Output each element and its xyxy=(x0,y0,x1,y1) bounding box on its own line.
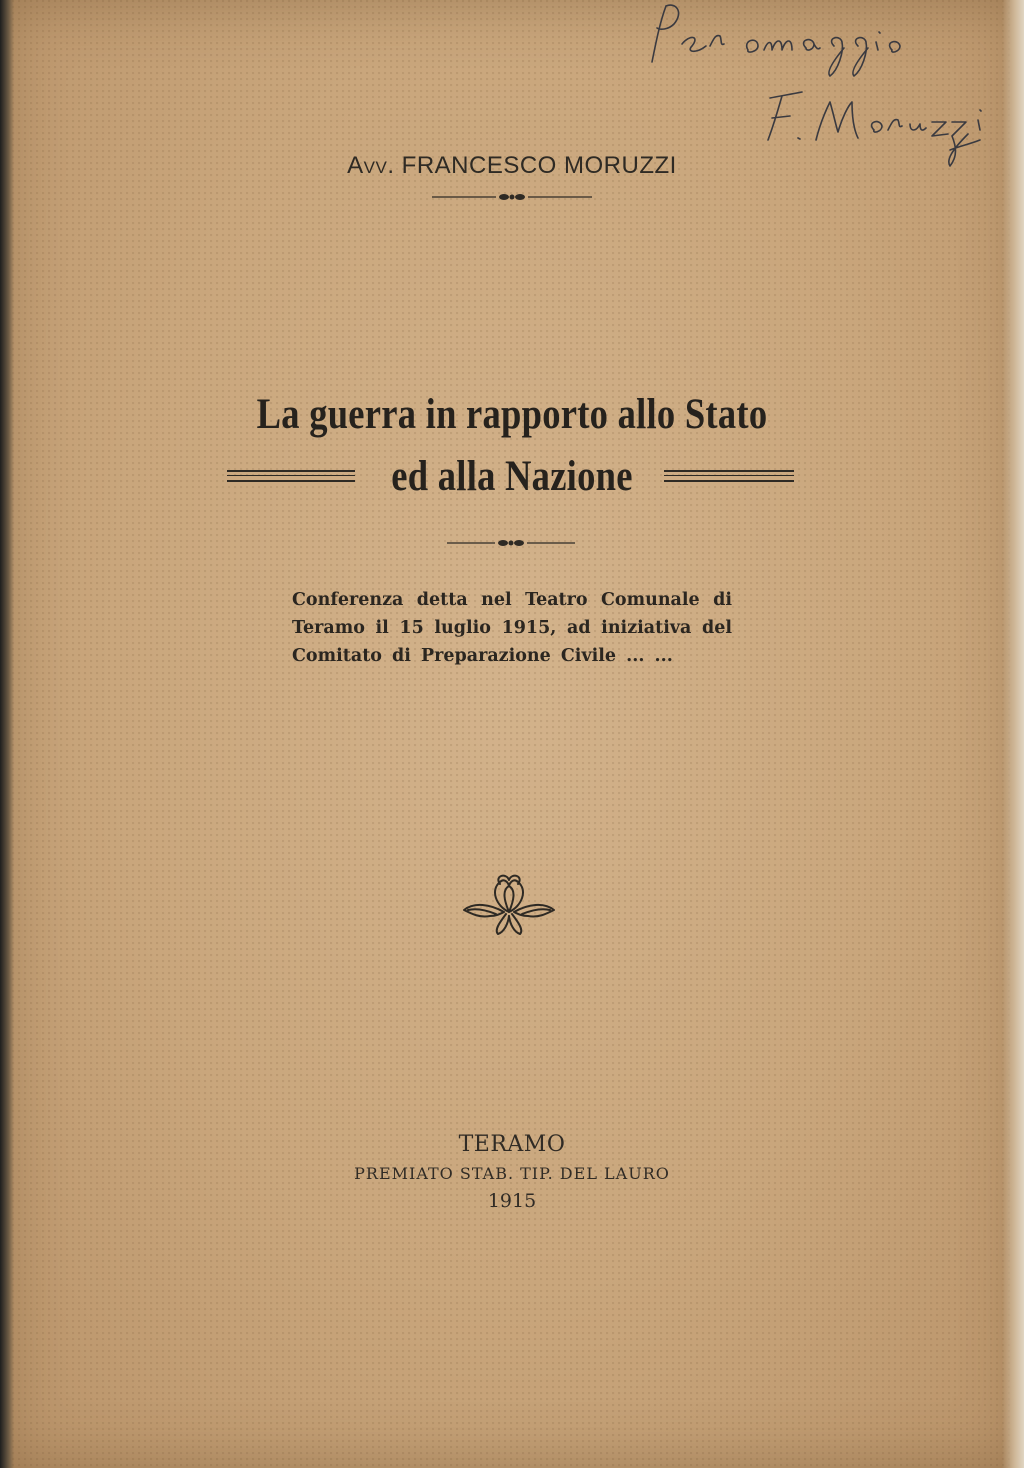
handwritten-dedication xyxy=(630,0,1010,175)
spine-shadow xyxy=(0,0,14,1468)
subtitle-line-3: Comitato di Preparazione Civile ... ... xyxy=(292,646,673,666)
ornamental-rule-icon xyxy=(445,536,577,550)
author-prefix: Avv. xyxy=(347,152,395,179)
imprint-printer: PREMIATO STAB. TIP. DEL LAURO xyxy=(354,1164,670,1183)
subtitle-line-1: Conferenza detta nel Teatro Comunale di xyxy=(292,590,732,610)
worn-right-edge xyxy=(1002,0,1024,1468)
floral-vignette-icon xyxy=(460,872,558,938)
subtitle-block xyxy=(292,586,732,670)
imprint-city: TERAMO xyxy=(458,1132,566,1157)
subtitle-line-2: Teramo il 15 luglio 1915, ad iniziativa del xyxy=(292,618,732,638)
title-line-1: La guerra in rapporto allo Stato xyxy=(256,391,768,438)
imprint-year: 1915 xyxy=(487,1190,537,1212)
ornamental-rule-icon xyxy=(430,190,594,204)
author-name: FRANCESCO MORUZZI xyxy=(401,152,677,179)
author-line xyxy=(0,152,1024,180)
title-line-2: ed alla Nazione xyxy=(391,453,633,500)
title-rule-right xyxy=(664,470,794,482)
